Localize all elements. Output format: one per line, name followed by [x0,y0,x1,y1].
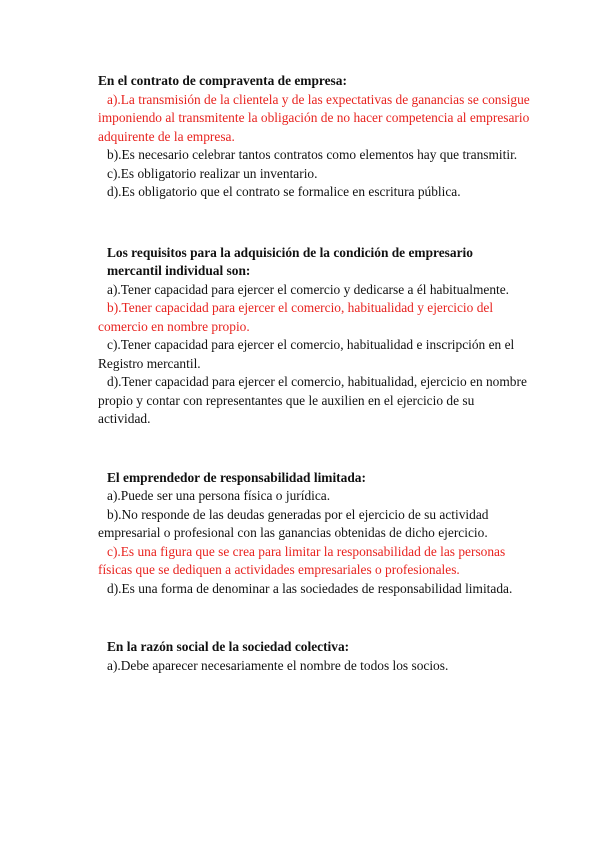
answer-option: d).Tener capacidad para ejercer el comercio, habitualidad, ejercicio en nombre propio y contar con representantes que le auxilien en el ejercicio de su actividad. [98,374,527,426]
answer-option-correct: b).Tener capacidad para ejercer el comercio, habitualidad y ejercicio del comercio en nombre propio. [98,300,494,334]
answer-option-correct: a).La transmisión de la clientela y de las expectativas de ganancias se consigue imponiendo al transmitente la obligación de no hacer competencia al empresario adquirente de la empresa. [98,91,530,144]
document-page [98,72,530,675]
answer-option: d).Es obligatorio que el contrato se formalice en escritura pública. [107,184,461,199]
question-title: El emprendedor de responsabilidad limitada: [107,469,366,485]
answer-option-correct: c).Es una figura que se crea para limitar la responsabilidad de las personas físicas que se dediquen a actividades empresariales o profesionales. [98,543,506,577]
answer-option: a).Debe aparecer necesariamente el nombre de todos los socios. [107,657,449,673]
question-block [98,72,530,202]
question-title: Los requisitos para la adquisición de la condición de empresario mercantil individual son: [107,244,473,278]
answer-option: a).Puede ser una persona física o jurídica. [107,488,331,503]
answer-option: c).Es obligatorio realizar un inventario. [107,165,318,181]
answer-option: b).Es necesario celebrar tantos contratos como elementos hay que transmitir. [107,147,518,162]
question-block [98,244,530,429]
question-title: En la razón social de la sociedad colectiva: [107,639,350,654]
answer-option: a).Tener capacidad para ejercer el comercio y dedicarse a él habitualmente. [107,281,510,297]
question-block [98,638,530,675]
question-block [98,469,530,599]
question-title: En el contrato de compraventa de empresa: [98,73,347,88]
answer-option: d).Es una forma de denominar a las sociedades de responsabilidad limitada. [107,580,513,596]
answer-option: b).No responde de las deudas generadas por el ejercicio de su actividad empresarial o profesional con las ganancias obtenidas de dicho ejercicio. [98,506,489,540]
answer-option: c).Tener capacidad para ejercer el comercio, habitualidad e inscripción en el Registro mercantil. [98,337,515,371]
